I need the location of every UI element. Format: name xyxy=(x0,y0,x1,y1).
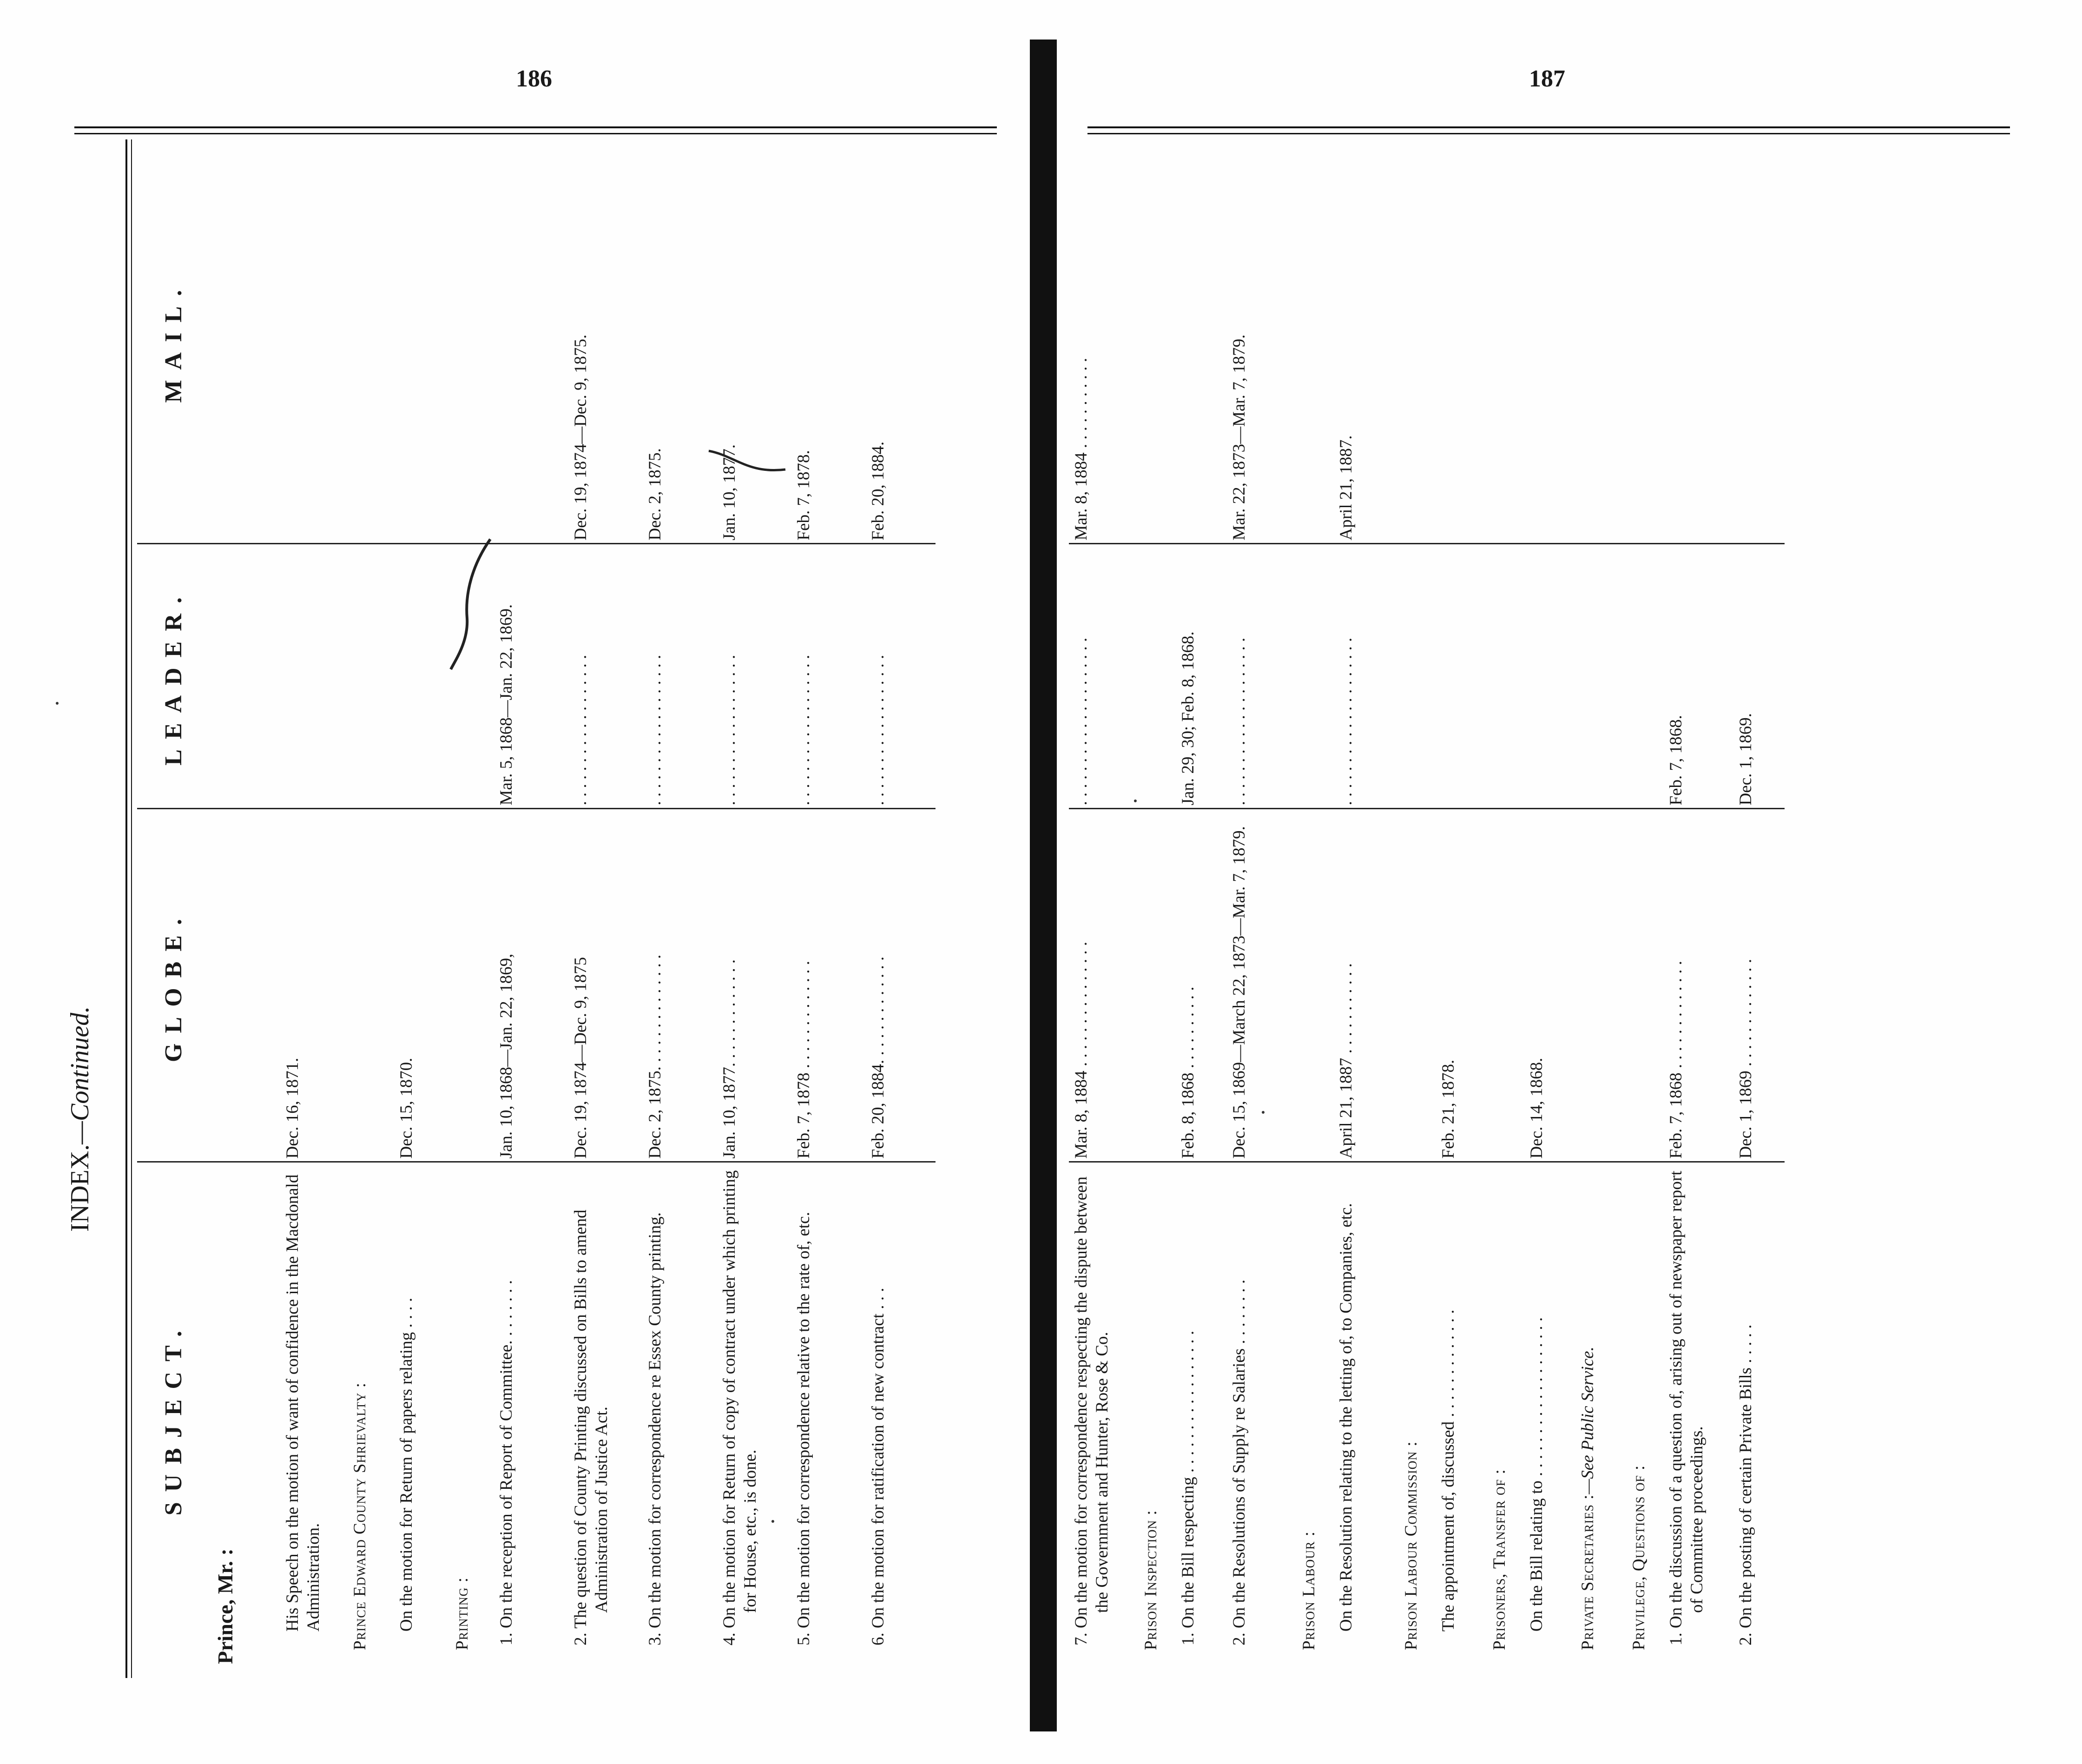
row-globe: Feb. 21, 1878. xyxy=(1436,809,1487,1162)
left-header-row xyxy=(137,139,211,1673)
row-leader xyxy=(1575,544,1627,809)
row-subject: 1. On the discussion of a question of, arising out of newspaper report of Committee proceedings. xyxy=(1667,1170,1707,1645)
row-leader: . . . . . . . . . . . . . . . . . . . . xyxy=(1334,544,1399,809)
header-globe: GLOBE. xyxy=(137,809,211,1162)
row-leader: . . . . . . . . . . . . . . . . . . xyxy=(866,544,936,809)
row-globe xyxy=(1139,809,1176,1162)
table-row xyxy=(1487,139,1524,1673)
row-mail xyxy=(1524,139,1575,544)
row-subject: Prisoners, Transfer of : xyxy=(1490,1469,1509,1650)
row-leader: . . . . . . . . . . . . . . . . . . xyxy=(717,544,791,809)
header-mail: MAIL. xyxy=(137,139,211,544)
row-leader: Feb. 7, 1868. xyxy=(1664,544,1733,809)
table-row xyxy=(643,139,717,1673)
pen-curve-mark xyxy=(706,446,790,483)
row-subject: 2. On the Resolutions of Supply re Salaries . . . . . . . . xyxy=(1230,1279,1249,1645)
table-row xyxy=(280,139,348,1673)
page-number-right: 187 xyxy=(1529,66,1565,92)
row-leader xyxy=(1487,544,1524,809)
row-subject: Prince, Mr. : xyxy=(213,1548,237,1664)
table-row xyxy=(1733,139,1785,1673)
table-row xyxy=(791,139,866,1673)
right-page-wrap xyxy=(1069,139,2026,1673)
table-row xyxy=(1664,139,1733,1673)
table-row xyxy=(1069,139,1139,1673)
row-mail: Mar. 22, 1873—Mar. 7, 1879. xyxy=(1227,139,1297,544)
row-globe xyxy=(211,809,280,1162)
scan-speck xyxy=(1134,799,1137,802)
row-leader: Mar. 5, 1868—Jan. 22, 1869. xyxy=(494,544,568,809)
row-mail: Feb. 20, 1884. xyxy=(866,139,936,544)
row-subject: Printing : xyxy=(453,1577,472,1650)
table-row xyxy=(1297,139,1334,1673)
row-globe: Jan. 10, 1877. . . . . . . . . . . . . xyxy=(717,809,791,1162)
table-row xyxy=(1627,139,1664,1673)
table-row xyxy=(394,139,450,1673)
row-leader xyxy=(1297,544,1334,809)
header-subject: SUBJECT. xyxy=(160,1321,187,1516)
row-globe: Mar. 8, 1884 . . . . . . . . . . . . . . . xyxy=(1069,809,1139,1162)
row-subject: 2. On the posting of certain Private Bills . . . . . xyxy=(1736,1324,1755,1645)
right-page-rotated xyxy=(1069,139,2026,1673)
row-subject: 4. On the motion for Return of copy of contract under which printing for House, etc., is done. xyxy=(720,1170,760,1645)
right-index-table xyxy=(1069,139,1785,1673)
row-subject: 1. On the reception of Report of Committee. . . . . . . . xyxy=(497,1280,516,1645)
row-globe: Dec. 15, 1869—March 22, 1873—Mar. 7, 1879. xyxy=(1227,809,1297,1162)
row-globe: Dec. 2, 1875. . . . . . . . . . . . . . xyxy=(643,809,717,1162)
row-mail xyxy=(348,139,394,544)
row-leader: Dec. 1, 1869. xyxy=(1733,544,1785,809)
scan-speck xyxy=(1262,1111,1265,1114)
table-row xyxy=(494,139,568,1673)
row-mail xyxy=(1575,139,1627,544)
row-mail xyxy=(1664,139,1733,544)
index-title-text: INDEX. xyxy=(66,1144,94,1232)
table-row xyxy=(1575,139,1627,1673)
row-globe: Dec. 16, 1871. xyxy=(280,809,348,1162)
index-title-wrap xyxy=(65,767,102,1232)
table-row xyxy=(1227,139,1297,1673)
row-subject: Prison Labour : xyxy=(1299,1531,1318,1650)
see-prefix: Private Secretaries : xyxy=(1578,1494,1597,1650)
row-mail xyxy=(1436,139,1487,544)
row-subject: The appointment of, discussed . . . . . . . . . . . . . xyxy=(1439,1309,1458,1632)
row-leader xyxy=(1436,544,1487,809)
row-leader xyxy=(1399,544,1436,809)
row-subject xyxy=(1575,1162,1627,1673)
row-subject: On the Bill relating to . . . . . . . . . . . . . . . . . . . xyxy=(1527,1317,1546,1632)
top-rule-left xyxy=(74,126,997,128)
binding-gutter xyxy=(1030,40,1057,1731)
row-mail xyxy=(1399,139,1436,544)
row-globe xyxy=(1575,809,1627,1162)
row-globe xyxy=(450,809,494,1162)
row-leader xyxy=(348,544,394,809)
row-globe: April 21, 1887 . . . . . . . . . . . xyxy=(1334,809,1399,1162)
row-mail xyxy=(450,139,494,544)
row-leader: . . . . . . . . . . . . . . . . . . xyxy=(568,544,643,809)
row-globe xyxy=(348,809,394,1162)
row-mail: Jan. 10, 1877. xyxy=(717,139,791,544)
left-index-table xyxy=(137,139,936,1673)
row-mail: Dec. 19, 1874—Dec. 9, 1875. xyxy=(568,139,643,544)
row-globe xyxy=(1627,809,1664,1162)
row-mail xyxy=(1627,139,1664,544)
row-mail xyxy=(211,139,280,544)
table-row xyxy=(866,139,936,1673)
row-subject: 7. On the motion for correspondence respecting the dispute between the Government and Hunter, Rose & Co. xyxy=(1072,1176,1112,1645)
row-subject: On the Resolution relating to the letting of, to Companies, etc. xyxy=(1337,1203,1356,1632)
row-subject: 2. The question of County Printing discussed on Bills to amend Administration of Justice Act. xyxy=(571,1209,612,1645)
row-subject: Prince Edward County Shrievalty : xyxy=(350,1382,369,1650)
row-mail xyxy=(394,139,450,544)
row-mail: Feb. 7, 1878. xyxy=(791,139,866,544)
table-row xyxy=(568,139,643,1673)
table-row xyxy=(450,139,494,1673)
row-leader xyxy=(1627,544,1664,809)
row-globe: Dec. 14, 1868. xyxy=(1524,809,1575,1162)
row-globe: Feb. 7, 1868 . . . . . . . . . . . . . xyxy=(1664,809,1733,1162)
row-leader: . . . . . . . . . . . . . . . . . . . . xyxy=(1227,544,1297,809)
row-leader: . . . . . . . . . . . . . . . . . . xyxy=(643,544,717,809)
row-mail xyxy=(1297,139,1334,544)
row-subject: Privilege, Questions of : xyxy=(1629,1465,1648,1650)
row-subject: 5. On the motion for correspondence relative to the rate of, etc. xyxy=(794,1212,813,1645)
left-page-rotated xyxy=(137,139,997,1673)
row-subject: Prison Inspection : xyxy=(1141,1510,1160,1650)
row-mail xyxy=(1176,139,1227,544)
left-page-wrap xyxy=(137,139,997,1673)
row-globe: Feb. 7, 1878 . . . . . . . . . . . . . xyxy=(791,809,866,1162)
pen-stroke-mark xyxy=(446,535,502,674)
row-mail: Mar. 8, 1884 . . . . . . . . . . . xyxy=(1069,139,1139,544)
row-subject: 6. On the motion for ratification of new contract . . . xyxy=(869,1288,888,1645)
table-row xyxy=(1524,139,1575,1673)
row-globe xyxy=(1399,809,1436,1162)
index-title-suffix: —Continued. xyxy=(66,1006,94,1144)
row-globe: Dec. 1, 1869 . . . . . . . . . . . . . xyxy=(1733,809,1785,1162)
row-mail xyxy=(1139,139,1176,544)
row-subject: 1. On the Bill respecting . . . . . . . . . . . . . . . . . xyxy=(1179,1330,1198,1645)
scan-speck xyxy=(771,1520,774,1523)
table-row xyxy=(1176,139,1227,1673)
scan-speck xyxy=(56,702,59,705)
row-leader xyxy=(394,544,450,809)
table-row xyxy=(1436,139,1487,1673)
table-row xyxy=(1399,139,1436,1673)
row-globe: Jan. 10, 1868—Jan. 22, 1869, xyxy=(494,809,568,1162)
table-row xyxy=(1139,139,1176,1673)
table-row xyxy=(348,139,394,1673)
row-globe: Feb. 8, 1868 . . . . . . . . . . xyxy=(1176,809,1227,1162)
row-mail: Dec. 2, 1875. xyxy=(643,139,717,544)
row-leader xyxy=(1524,544,1575,809)
row-subject: 3. On the motion for correspondence re Essex County printing. xyxy=(646,1212,665,1645)
row-leader: . . . . . . . . . . . . . . . . . . . . xyxy=(1069,544,1139,809)
row-mail xyxy=(1733,139,1785,544)
row-globe xyxy=(1487,809,1524,1162)
row-leader xyxy=(211,544,280,809)
row-mail xyxy=(280,139,348,544)
row-globe: Dec. 15, 1870. xyxy=(394,809,450,1162)
top-rule-right xyxy=(1087,126,2010,128)
row-mail xyxy=(494,139,568,544)
index-title xyxy=(65,767,102,1232)
row-leader xyxy=(280,544,348,809)
row-leader: Jan. 29, 30; Feb. 8, 1868. xyxy=(1176,544,1227,809)
row-mail: April 21, 1887. xyxy=(1334,139,1399,544)
left-margin-rule xyxy=(125,139,127,1678)
row-subject: His Speech on the motion of want of confidence in the Macdonald Administration. xyxy=(283,1174,323,1632)
table-row xyxy=(717,139,791,1673)
left-margin-rule-inner xyxy=(131,139,132,1678)
row-globe: Feb. 20, 1884. . . . . . . . . . . . . xyxy=(866,809,936,1162)
see-reference: —See Public Service. xyxy=(1578,1347,1597,1494)
table-row xyxy=(211,139,280,1673)
row-leader: . . . . . . . . . . . . . . . . . . xyxy=(791,544,866,809)
row-globe xyxy=(1297,809,1334,1162)
row-globe: Dec. 19, 1874—Dec. 9, 1875 xyxy=(568,809,643,1162)
row-leader xyxy=(1139,544,1176,809)
page-number-left: 186 xyxy=(516,66,552,92)
row-subject: Prison Labour Commission : xyxy=(1402,1441,1421,1650)
header-leader: LEADER. xyxy=(137,544,211,809)
row-mail xyxy=(1487,139,1524,544)
table-row xyxy=(1334,139,1399,1673)
row-subject: On the motion for Return of papers relating . . . . xyxy=(397,1297,416,1632)
